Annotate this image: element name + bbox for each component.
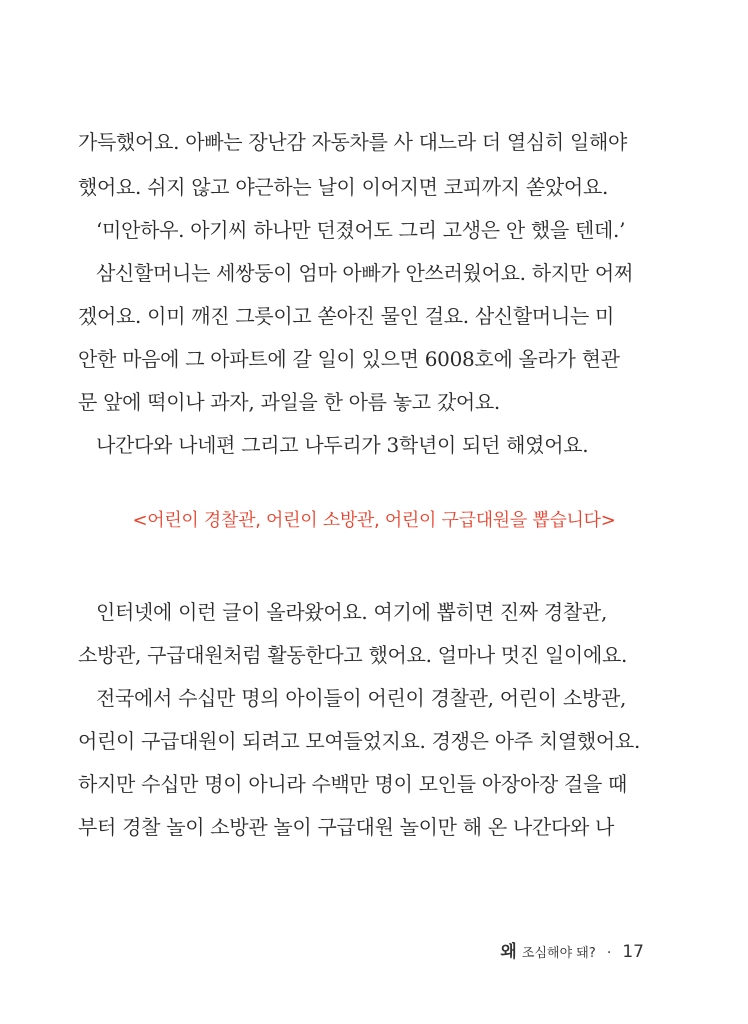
footer-title-small: 조심해야 돼?: [521, 946, 596, 961]
section-heading: <어린이 경찰관, 어린이 소방관, 어린이 구급대원을 뽑습니다>: [132, 510, 616, 531]
paragraph2-line3: 안한 마음에 그 아파트에 갈 일이 있으면 6008호에 올라가 현관: [78, 347, 620, 371]
footer-separator: ·: [606, 945, 612, 961]
paragraph4-line1: 인터넷에 이런 글이 올라왔어요. 여기에 뽑히면 진짜 경찰관,: [96, 600, 607, 624]
page-footer: [500, 937, 644, 962]
paragraph2-line4: 문 앞에 떡이나 과자, 과일을 한 아름 놓고 갔어요.: [78, 390, 500, 414]
paragraph4-line2: 소방관, 구급대원처럼 활동한다고 했어요. 얼마나 멋진 일이에요.: [78, 643, 628, 667]
paragraph2-line2: 겠어요. 이미 깨진 그릇이고 쏟아진 물인 걸요. 삼신할머니는 미: [78, 304, 615, 328]
paragraph5-line2: 어린이 구급대원이 되려고 모여들었지요. 경쟁은 아주 치열했어요.: [78, 729, 640, 753]
paragraph3-line: 나간다와 나네편 그리고 나두리가 3학년이 되던 해였어요.: [96, 433, 589, 457]
quote-line: ‘미안하우. 아기씨 하나만 던졌어도 그리 고생은 안 했을 텐데.’: [96, 218, 626, 242]
paragraph5-line3: 하지만 수십만 명이 아니라 수백만 명이 모인들 아장아장 걸을 때: [78, 772, 628, 796]
paragraph5-line1: 전국에서 수십만 명의 아이들이 어린이 경찰관, 어린이 소방관,: [96, 686, 627, 710]
paragraph2-line1: 삼신할머니는 세쌍둥이 엄마 아빠가 안쓰러웠어요. 하지만 어쩌: [96, 261, 633, 285]
footer-title-big: 왜: [500, 942, 517, 962]
paragraph5-line4: 부터 경찰 놀이 소방관 놀이 구급대원 놀이만 해 온 나간다와 나: [78, 815, 615, 839]
paragraph1-line1: 가득했어요. 아빠는 장난감 자동차를 사 대느라 더 열심히 일해야: [78, 130, 628, 154]
page-number: 17: [622, 942, 644, 962]
paragraph1-line2: 했어요. 쉬지 않고 야근하는 날이 이어지면 코피까지 쏟았어요.: [78, 175, 609, 199]
